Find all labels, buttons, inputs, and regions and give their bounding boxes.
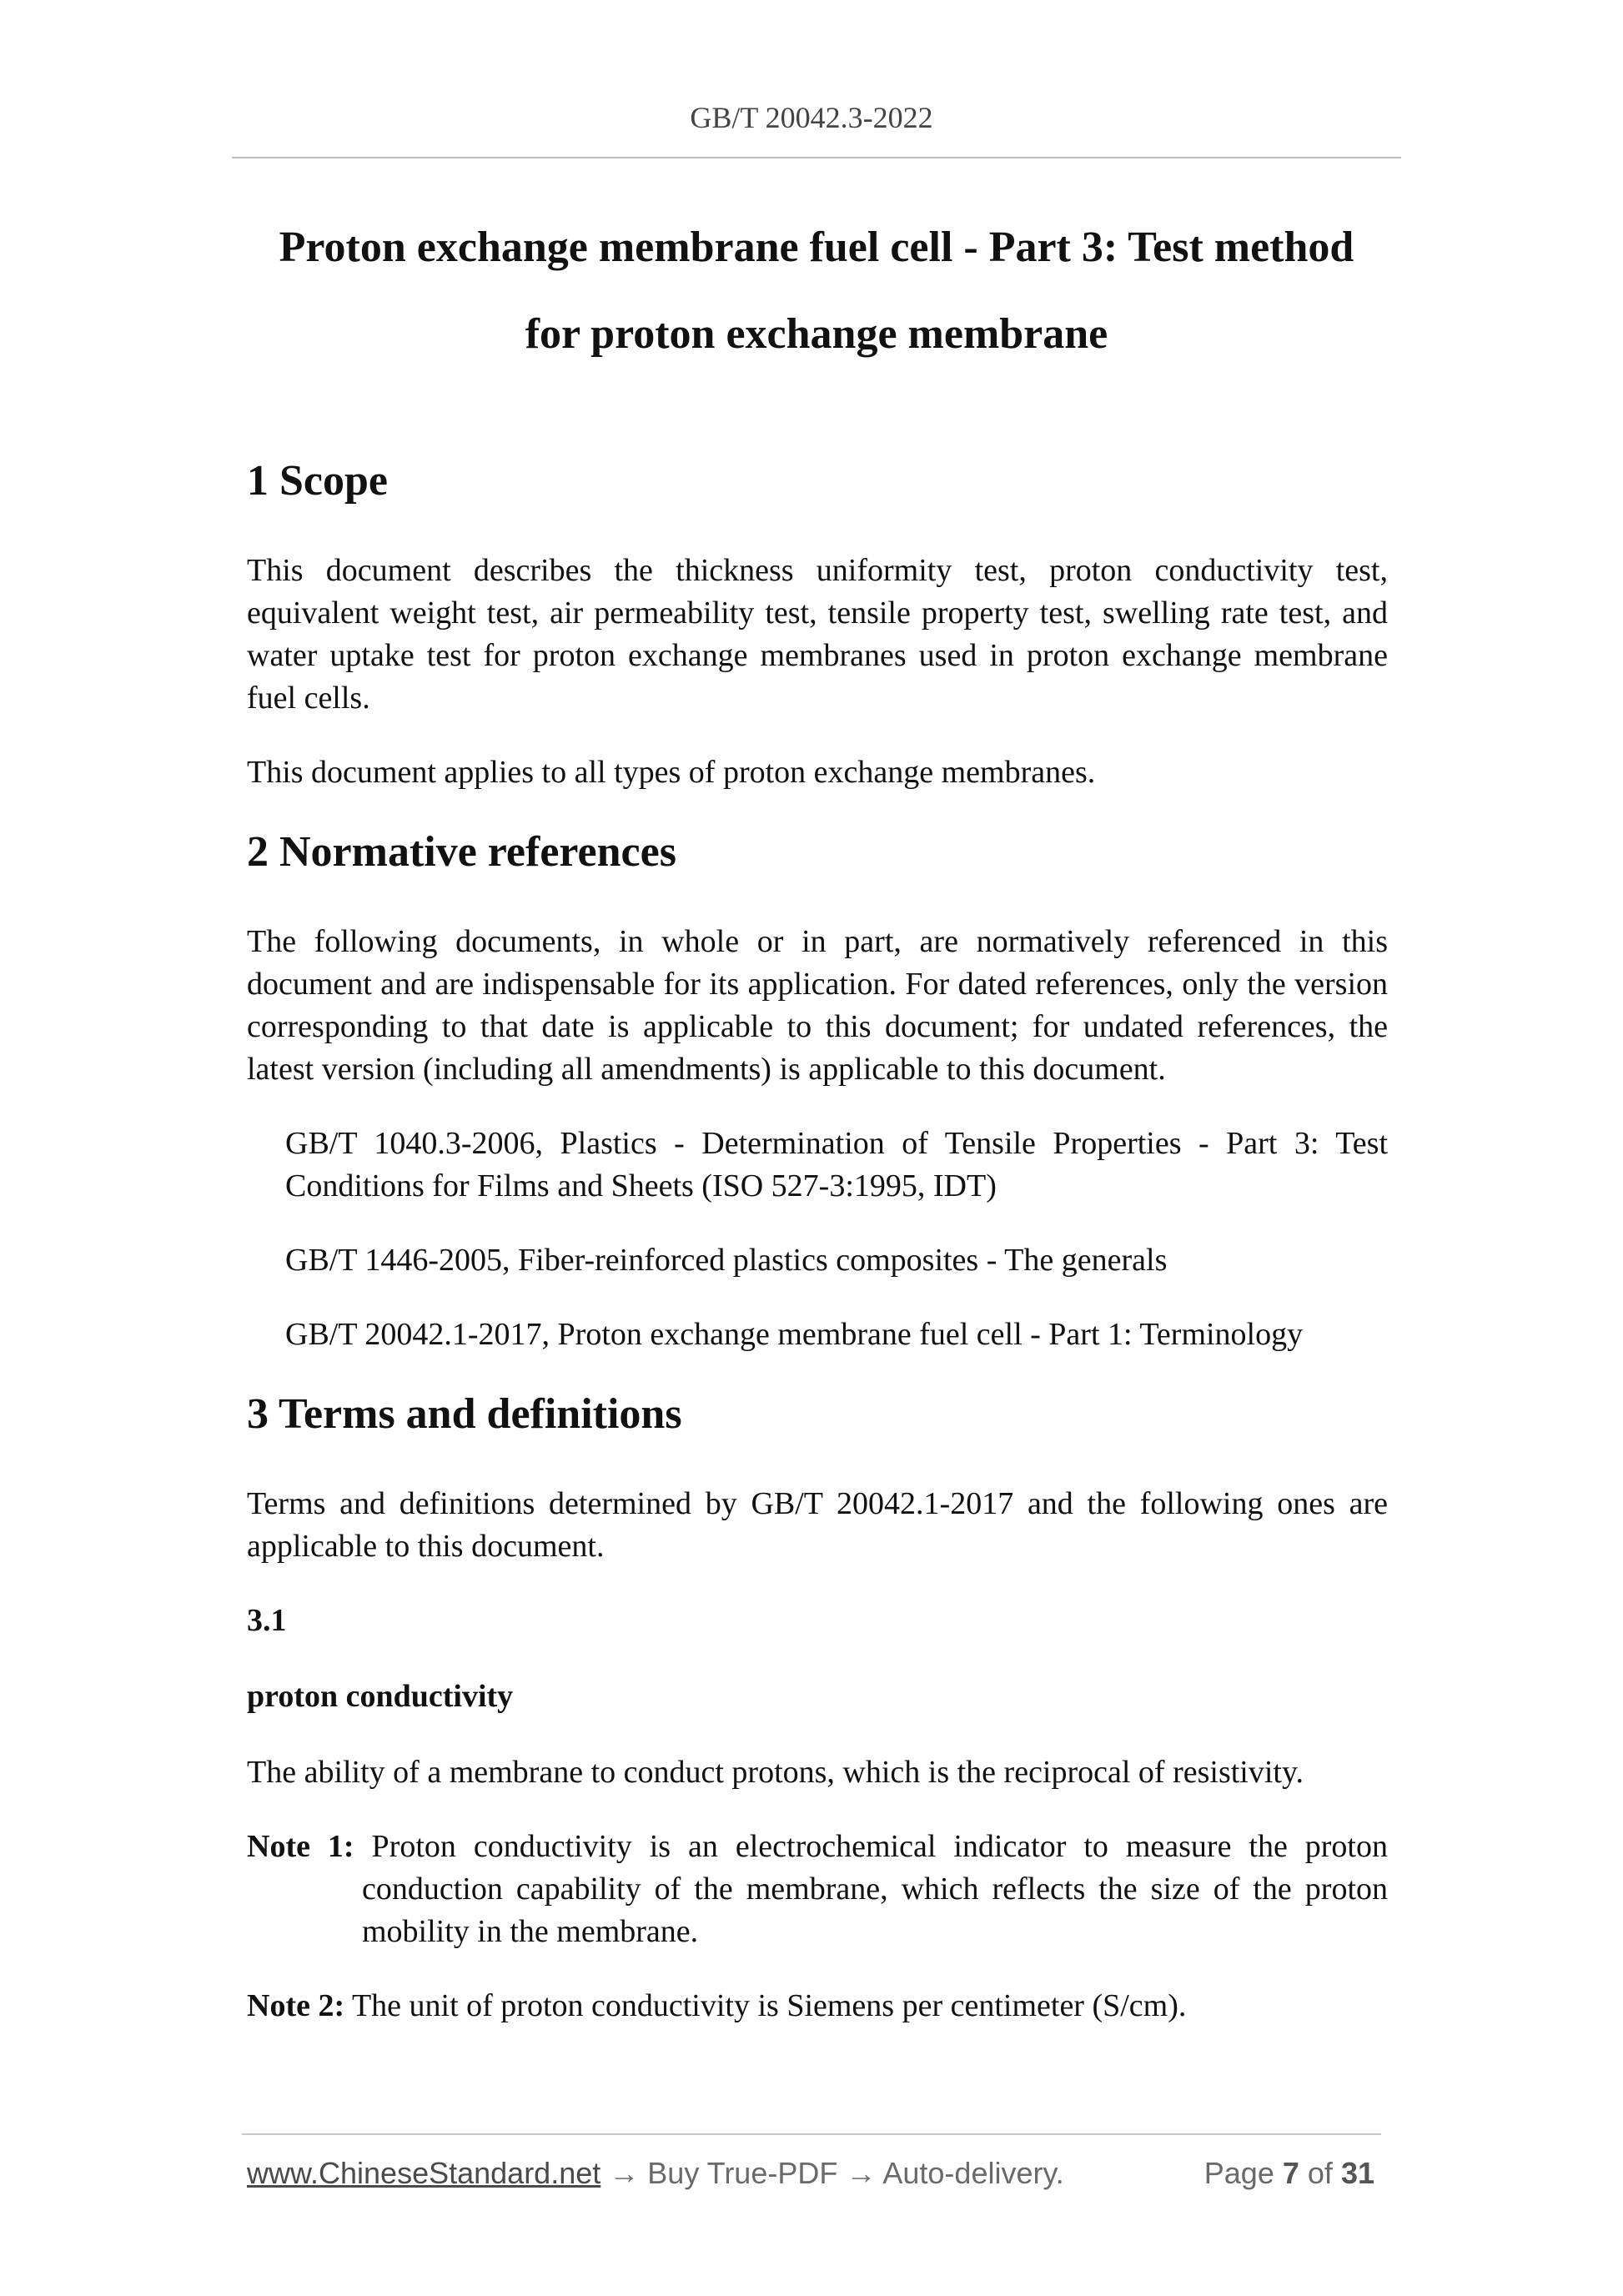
section-1-heading: 1 Scope <box>247 457 388 505</box>
normative-references-intro: The following documents, in whole or in part, are normatively referenced in this document and are indispensable for its application. For dated references, only the version corresponding to that date is applicable to this document; for undated references, the latest version (including all amendments) is applicable to this document. <box>247 924 1388 1087</box>
section-2-heading: 2 Normative references <box>247 828 676 876</box>
arrow-right-icon: → <box>609 2156 640 2190</box>
terms-intro: Terms and definitions determined by GB/T 20042.1-2017 and the following ones are applicable to this document. <box>247 1486 1388 1564</box>
note-2-text: The unit of proton conductivity is Siemens per centimeter (S/cm). <box>351 1988 1187 2023</box>
section-3-heading: 3 Terms and definitions <box>247 1390 682 1438</box>
reference-item: GB/T 1446-2005, Fiber-reinforced plastics composites - The generals <box>285 1243 1168 1278</box>
of-label: of <box>1307 2156 1333 2190</box>
website-link[interactable]: www.ChineseStandard.net <box>247 2156 601 2190</box>
title-line-1: Proton exchange membrane fuel cell - Part 3: Test method <box>279 224 1354 271</box>
header-divider <box>232 157 1401 158</box>
reference-item: GB/T 20042.1-2017, Proton exchange membrane fuel cell - Part 1: Terminology <box>285 1317 1304 1352</box>
term-name: proton conductivity <box>247 1679 514 1714</box>
scope-paragraph-1: This document describes the thickness uniformity test, proton conductivity test, equivalent weight test, air permeability test, tensile property test, swelling rate test, and water uptake test for proton exchange membranes used in proton exchange membrane fuel cells. <box>247 553 1388 716</box>
page-label: Page <box>1203 2156 1274 2190</box>
document-title <box>232 204 1401 378</box>
note-1-text: Proton conductivity is an electrochemical indicator to measure the proton conduction capability of the membrane, which reflects the size of the proton mobility in the membrane. <box>362 1829 1388 1949</box>
buy-true-pdf-text: Buy True-PDF <box>647 2156 838 2190</box>
note-1 <box>247 1826 1388 1953</box>
auto-delivery-text: Auto-delivery. <box>882 2156 1064 2190</box>
header-standard-code: GB/T 20042.3-2022 <box>690 101 933 134</box>
arrow-right-icon: → <box>846 2156 877 2190</box>
note-2-label: Note 2: <box>247 1988 345 2023</box>
note-1-label: Note 1: <box>247 1829 354 1864</box>
clause-number: 3.1 <box>247 1603 287 1638</box>
scope-paragraph-2: This document applies to all types of proton exchange membranes. <box>247 755 1096 790</box>
current-page-number: 7 <box>1282 2156 1299 2190</box>
total-page-count: 31 <box>1340 2156 1374 2190</box>
reference-item: GB/T 1040.3-2006, Plastics - Determination of Tensile Properties - Part 3: Test Conditions for Films and Sheets (ISO 527-3:1995, IDT) <box>285 1126 1388 1203</box>
footer <box>247 2155 1374 2192</box>
document-body <box>247 455 1388 2027</box>
page-indicator <box>1204 2155 1374 2192</box>
term-definition: The ability of a membrane to conduct protons, which is the reciprocal of resistivity. <box>247 1755 1304 1790</box>
footer-divider <box>242 2133 1381 2135</box>
title-line-2: for proton exchange membrane <box>525 310 1108 358</box>
note-2 <box>247 1985 1388 2027</box>
